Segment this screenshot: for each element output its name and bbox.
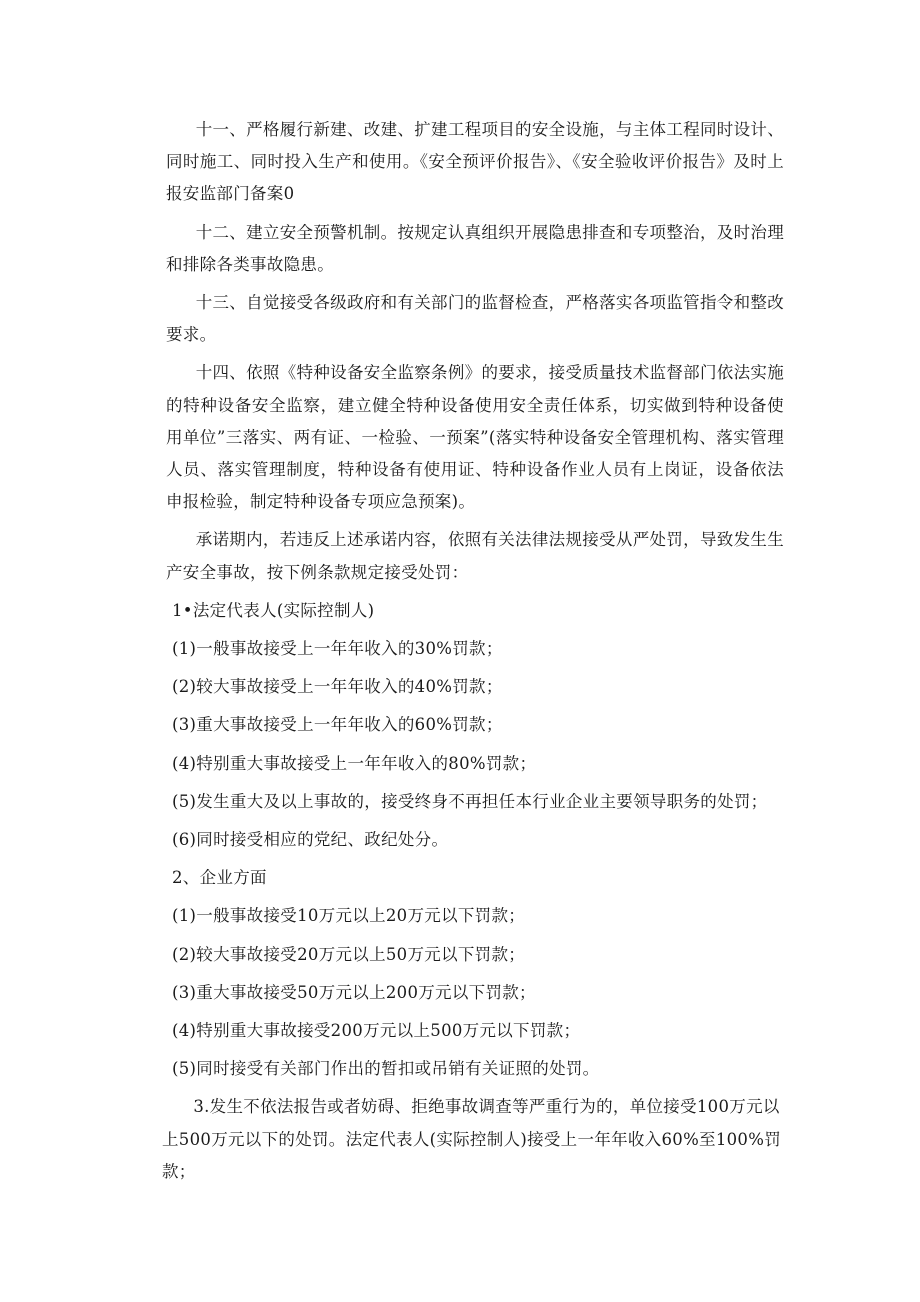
list-item: (4)特别重大事故接受200万元以上500万元以下罚款； <box>172 1021 581 1041</box>
paragraph-reporting-penalty: 3.发生不依法报告或者妨碍、拒绝事故调查等严重行为的，单位接受100万元以上500万元以下的处罚。法定代表人(实际控制人)接受上一年年收入60%至100%罚款； <box>162 1097 782 1181</box>
paragraph-twelve: 十二、建立安全预警机制。按规定认真组织开展隐患排查和专项整治，及时治理和排除各类事故隐患。 <box>166 222 784 274</box>
list-item: (1)一般事故接受10万元以上20万元以下罚款； <box>172 906 526 926</box>
document-body <box>162 114 784 1188</box>
list-item: (2)较大事故接受20万元以上50万元以下罚款； <box>172 944 526 964</box>
paragraph-thirteen: 十三、自觉接受各级政府和有关部门的监督检查，严格落实各项监管指令和整改要求。 <box>166 293 784 345</box>
list-item: (4)特别重大事故接受上一年年收入的80%罚款； <box>172 753 537 773</box>
list-item: (3)重大事故接受50万元以上200万元以下罚款； <box>172 982 536 1002</box>
paragraph-fourteen: 十四、依照《特种设备安全监察条例》的要求，接受质量技术监督部门依法实施的特种设备安全监察，建立健全特种设备使用安全责任体系，切实做到特种设备使用单位”三落实、两有证、一检验、一预案”(落实特种设备安全管理机构、落实管理人员、落实管理制度，特种设备有使用证、特种设备作业人员有上岗证，设备依法申报检验，制定特种设备专项应急预案)。 <box>166 363 784 512</box>
list-item: (5)发生重大及以上事故的，接受终身不再担任本行业企业主要领导职务的处罚； <box>172 791 768 811</box>
list-item: (6)同时接受相应的党纪、政纪处分。 <box>172 830 449 850</box>
list-item: 1•法定代表人(实际控制人) <box>172 600 375 620</box>
list-item: (5)同时接受有关部门作出的暂扣或吊销有关证照的处罚。 <box>172 1059 600 1079</box>
list-item: (3)重大事故接受上一年年收入的60%罚款； <box>172 715 503 735</box>
list-item: (1)一般事故接受上一年年收入的30%罚款； <box>172 639 503 659</box>
list-item: (2)较大事故接受上一年年收入的40%罚款； <box>172 677 503 697</box>
paragraph-commitment: 承诺期内，若违反上述承诺内容，依照有关法律法规接受从严处罚，导致发生生产安全事故，按下例条款规定接受处罚： <box>166 530 784 582</box>
paragraph-eleven: 十一、严格履行新建、改建、扩建工程项目的安全设施，与主体工程同时设计、同时施工、同时投入生产和使用。《安全预评价报告》、《安全验收评价报告》及时上报安监部门备案0 <box>166 120 784 204</box>
list-item: 2、企业方面 <box>172 868 267 888</box>
